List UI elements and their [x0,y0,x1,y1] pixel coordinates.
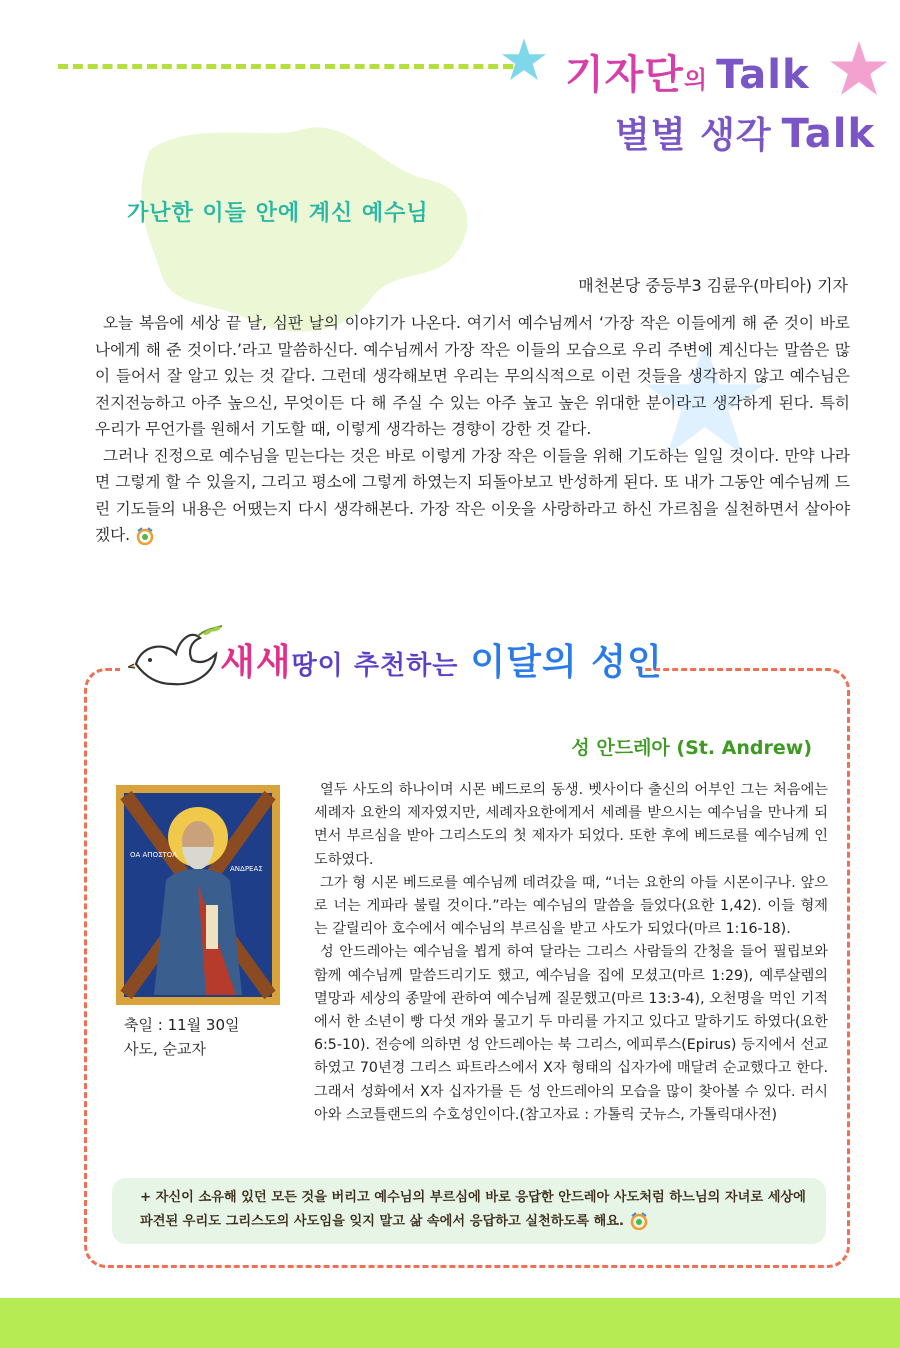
saint-name: 성 안드레아 (St. Andrew) [571,737,812,759]
saint-paragraph: 열두 사도의 하나이며 시몬 베드로의 동생. 벳사이다 출신의 어부인 그는 처음에는 세례자 요한의 제자였지만, 세례자요한에게서 세례를 받으시는 예수님을 만나게 되면서 부르심을 받아 그리스도의 첫 제자가 되었다. 또한 후에 베드로를 예수님께 인도하였다. [314,782,828,868]
saint-description [314,779,828,1127]
cyan-star-icon [500,36,548,84]
article-paragraph: 그러나 진정으로 예수님을 믿는다는 것은 바로 이렇게 가장 작은 이들을 위해 기도하는 일일 것이다. 만약 나라면 그렇게 할 수 있을지, 그리고 평소에 그렇게 하였는지 되돌아보고 반성하게 된다. 또 내가 그동안 예수님께 드린 기도들의 내용은 어땠는지 다시 생각해본다. 가장 작은 이웃을 사랑하라고 하신 가르침을 실천하면서 살아야겠다. [95,446,850,544]
banner-line-1: 기자단의 Talk [565,52,810,98]
article-paragraph: 오늘 복음에 세상 끝 날, 심판 날의 이야기가 나온다. 여기서 예수님께서 ‘가장 작은 이들에게 해 준 것이 바로 나에게 해 준 것이다.’라고 말씀하신다. 예수님께서 가장 작은 이들의 모습으로 우리 주변에 계신다는 말씀은 많이 들어서 잘 알고 있는 것 같다. 그런데 생각해보면 우리는 무의식적으로 이런 것들을 생각하지 않고 예수님은 전지전능하고 아주 높으신, 무엇이든 다 해 주실 수 있는 아주 높고 높은 위대한 분이라고 생각하게 된다. 특히 우리가 무언가를 원해서 기도할 때, 이렇게 생각하는 경향이 강한 것 같다. [95,314,850,438]
saint-section-title: 새새땅이 추천하는 이달의 성인 [220,642,663,683]
end-mark-logo-icon [628,1212,650,1230]
feast-day: 축일 : 11월 30일 [124,1016,240,1034]
end-mark-logo-icon [134,527,156,545]
dove-icon [128,624,226,696]
article-body [95,310,850,549]
top-dashed-line [58,64,513,69]
banner-line-2: 별별 생각 Talk [615,111,876,157]
saint-reflection-quote: + 자신이 소유해 있던 모든 것을 버리고 예수님의 부르심에 바로 응답한 안드레아 사도처럼 하느님의 자녀로 세상에 파견된 우리도 그리스도의 사도임을 잊지 말고 삶 속에서 응답하고 실천하도록 해요. [112,1178,826,1244]
saint-feast-info [124,1013,240,1061]
section-banner [565,52,890,159]
saint-paragraph: 그가 형 시몬 베드로를 예수님께 데려갔을 때, “너는 요한의 아들 시몬이구나. 앞으로 너는 게파라 불릴 것이다.”라는 예수님의 말씀을 들었다(요한 1,42). 이들 형제는 갈릴리아 호수에서 예수님의 부르심을 받고 사도가 되었다(마르 1:16-18). [314,874,828,938]
article-byline: 매천본당 중등부3 김륜우(마티아) 기자 [578,276,848,295]
saint-paragraph: 성 안드레아는 예수님을 뵙게 하여 달라는 그리스 사람들의 간청을 들어 필립보와 함께 예수님께 말씀드리기도 했고, 예수님을 집에 모셨고(마르 1:29), 예루살렘의 멸망과 세상의 종말에 관하여 예수님께 질문했고(마르 13:3-4), 오천명을 먹인 기적에서 한 소년이 빵 다섯 개와 물고기 두 마리를 가지고 있다고 말하기도 하였다(요한 6:5-10). 전승에 의하면 성 안드레아는 북 그리스, 에피루스(Epirus) 등지에서 선교하였고 70년경 그리스 파트라스에서 X자 형태의 십자가에 매달려 순교했다고 한다. 그래서 성화에서 X자 십자가를 든 성 안드레아의 모습을 많이 찾아볼 수 있다. 러시아와 스코틀랜드의 수호성인이다.(참고자료 : 가톨릭 굿뉴스, 가톨릭대사전) [314,944,828,1123]
article-title: 가난한 이들 안에 계신 예수님 [127,201,429,226]
saint-andrew-icon-image [116,785,280,1005]
bottom-color-band [0,1298,900,1348]
saint-category: 사도, 순교자 [124,1040,206,1058]
svg-text:ΟΑ ΑΠΟΣΤΟΛ: ΟΑ ΑΠΟΣΤΟΛ [130,851,178,859]
svg-text:ΑΝΔΡΕΑΣ: ΑΝΔΡΕΑΣ [230,865,263,873]
